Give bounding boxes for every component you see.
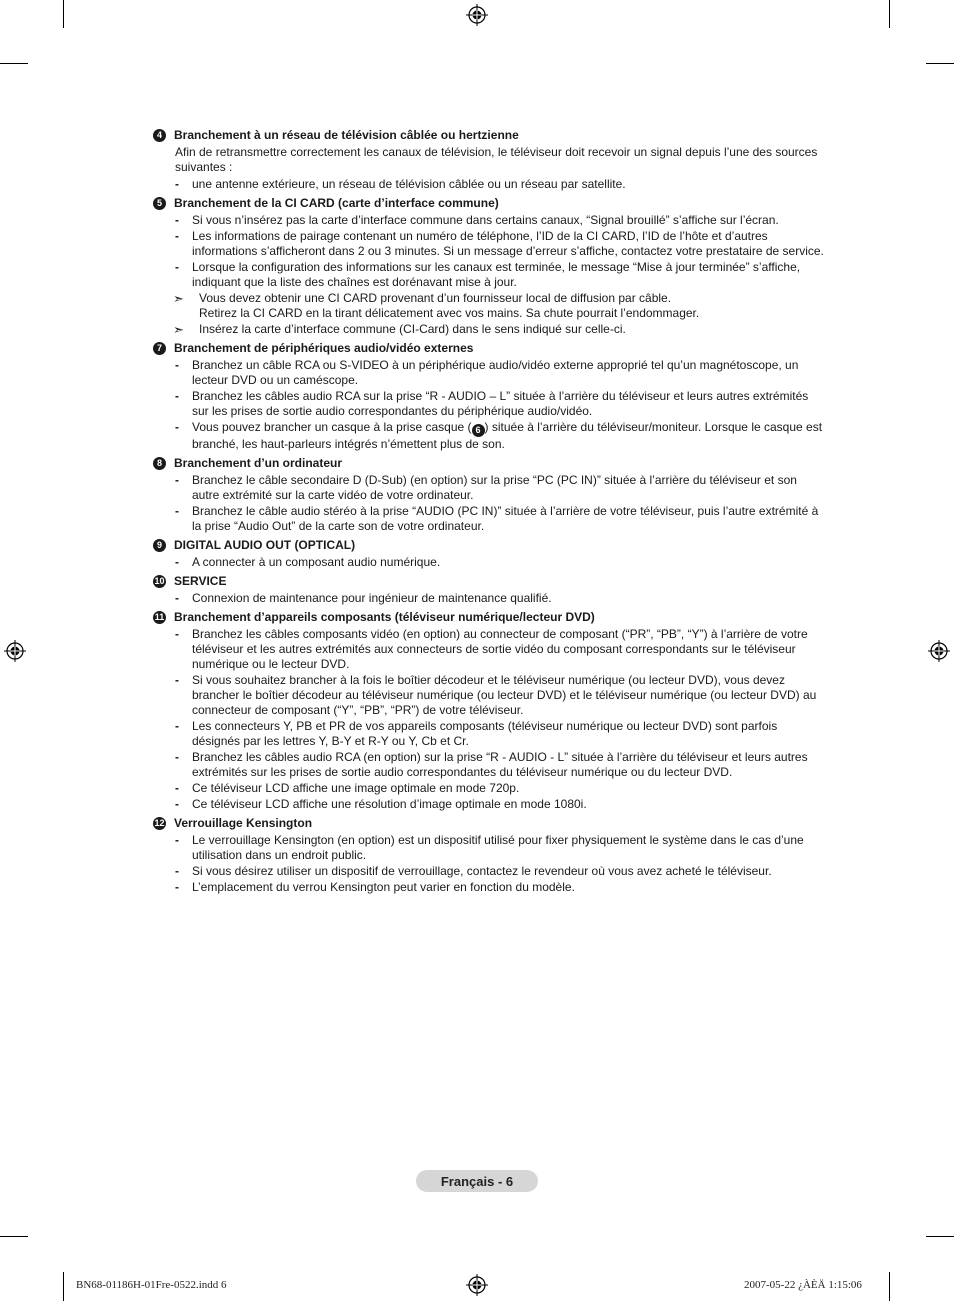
section-number-badge: 10 — [154, 576, 165, 586]
list-item — [175, 420, 825, 452]
headphone-text-before: Vous pouvez brancher un casque à la prise casque ( — [192, 420, 472, 434]
section-number-badge: 5 — [153, 197, 166, 210]
section-number-badge: 12 — [154, 818, 165, 828]
list-item-text: Ce téléviseur LCD affiche une image optimale en mode 720p. — [192, 781, 520, 795]
list-item — [175, 864, 825, 879]
list-item-text: Connexion de maintenance pour ingénieur de maintenance qualifié. — [192, 591, 552, 605]
list-item — [175, 358, 825, 388]
note-text: Insérez la carte d’interface commune (CI-Card) dans le sens indiqué sur celle-ci. — [199, 322, 626, 336]
dash-marker: - — [175, 177, 179, 191]
dash-marker: - — [175, 833, 179, 847]
section-title: Branchement de la CI CARD (carte d’interface commune) — [174, 196, 499, 210]
list-item-text: Branchez les câbles audio RCA sur la prise “R - AUDIO – L” située à l’arrière du téléviseur et leurs autres extrémités sur les prises de sortie audio correspondantes du périphérique audio/vidéo. — [192, 389, 809, 418]
list-item-text: Le verrouillage Kensington (en option) est un dispositif utilisé pour fixer physiquement le système dans le cas d’une utilisation dans un endroit public. — [192, 833, 804, 862]
section-heading — [153, 196, 825, 211]
section-heading — [153, 574, 825, 589]
list-item — [175, 504, 825, 534]
list-item-text: Branchez les câbles composants vidéo (en option) au connecteur de composant (“PR”, “PB”, “Y”) à l’arrière de votre téléviseur et les autres extrémités aux connecteurs de sortie vidéo du composant correspondants sur le téléviseur numérique ou le lecteur DVD. — [192, 627, 808, 671]
list-item — [175, 177, 825, 192]
section-external-av — [153, 341, 825, 452]
list-item — [175, 797, 825, 812]
dash-marker: - — [175, 719, 179, 733]
section-title: Branchement d’un ordinateur — [174, 456, 343, 470]
dash-marker: - — [175, 229, 179, 243]
file-slug: BN68-01186H-01Fre-0522.indd 6 — [76, 1279, 227, 1291]
dash-marker: - — [175, 213, 179, 227]
list-item — [175, 260, 825, 290]
dash-marker: - — [175, 864, 179, 878]
list-item — [175, 555, 825, 570]
section-digital-audio-out — [153, 538, 825, 570]
section-title: Branchement d’appareils composants (téléviseur numérique/lecteur DVD) — [174, 610, 595, 624]
section-number-badge: 8 — [153, 457, 166, 470]
section-kensington-lock — [153, 816, 825, 895]
list-item — [175, 719, 825, 749]
list-item-text: une antenne extérieure, un réseau de télévision câblée ou un réseau par satellite. — [192, 177, 626, 191]
list-item — [175, 389, 825, 419]
section-computer — [153, 456, 825, 534]
list-item-text: A connecter à un composant audio numérique. — [192, 555, 441, 569]
crop-mark — [63, 0, 64, 28]
crop-mark — [63, 1272, 64, 1301]
note-item — [173, 322, 825, 337]
dash-marker: - — [175, 797, 179, 811]
crop-mark — [926, 63, 954, 64]
list-item-text: Branchez un câble RCA ou S-VIDEO à un périphérique audio/vidéo externe approprié tel qu’un magnétoscope, un lecteur DVD ou un caméscope. — [192, 358, 799, 387]
section-cable-antenna — [153, 128, 825, 192]
section-heading — [153, 341, 825, 356]
list-item-text: Branchez les câbles audio RCA (en option) sur la prise “R - AUDIO - L” située à l’arrière du téléviseur et leurs autres extrémités sur les prises de sortie audio correspondantes du téléviseur numérique ou du lecteur DVD. — [192, 750, 808, 779]
crop-mark — [0, 1236, 28, 1237]
dash-marker: - — [175, 260, 179, 274]
section-title: DIGITAL AUDIO OUT (OPTICAL) — [174, 538, 356, 552]
note-item — [173, 291, 825, 321]
list-item — [175, 473, 825, 503]
section-number-badge: 9 — [153, 539, 166, 552]
list-item — [175, 627, 825, 672]
manual-content — [153, 128, 825, 899]
list-item — [175, 750, 825, 780]
list-item-text: Ce téléviseur LCD affiche une résolution d’image optimale en mode 1080i. — [192, 797, 587, 811]
headphone-text-after: ) située à l’arrière du téléviseur/moniteur. Lorsque le casque est branché, les haut-parleurs intégrés n’émettent plus de son. — [192, 420, 823, 451]
list-item — [175, 673, 825, 718]
arrow-note-icon: ➣ — [173, 291, 184, 306]
list-item-text: Lorsque la configuration des informations sur les canaux est terminée, le message “Mise à jour terminée” s’affiche, indiquant que la liste des chaînes est dorénavant mise à jour. — [192, 260, 801, 289]
dash-marker: - — [175, 420, 179, 434]
section-number-badge: 4 — [153, 129, 166, 142]
section-intro: Afin de retransmettre correctement les canaux de télévision, le téléviseur doit recevoir un signal depuis l’une des sources suivantes : — [175, 145, 818, 174]
dash-marker: - — [175, 591, 179, 605]
list-item — [175, 880, 825, 895]
list-item-text: Branchez le câble audio stéréo à la prise “AUDIO (PC IN)” située à l’arrière de votre téléviseur, puis l’autre extrémité à la prise “Audio Out” de la carte son de votre ordinateur. — [192, 504, 819, 533]
list-item-text: Les connecteurs Y, PB et PR de vos appareils composants (téléviseur numérique ou lecteur DVD) sont parfois désignés par les lettres Y, B-Y et R-Y ou Y, Cb et Cr. — [192, 719, 778, 748]
list-item — [175, 229, 825, 259]
page-number-label: Français - 6 — [416, 1170, 538, 1192]
list-item — [175, 833, 825, 863]
section-service — [153, 574, 825, 606]
registration-target-icon — [4, 640, 26, 662]
section-component-devices — [153, 610, 825, 812]
registration-target-icon — [466, 1274, 488, 1296]
section-number-badge: 11 — [154, 612, 165, 622]
crop-mark — [0, 63, 28, 64]
dash-marker: - — [175, 504, 179, 518]
section-heading — [153, 456, 825, 471]
dash-marker: - — [175, 673, 179, 687]
section-number-badge: 7 — [153, 342, 166, 355]
list-item-text — [192, 420, 825, 452]
dash-marker: - — [175, 781, 179, 795]
timestamp-slug: 2007-05-22 ¿ÀÈÄ 1:15:06 — [744, 1279, 862, 1291]
section-title: Branchement de périphériques audio/vidéo externes — [174, 341, 474, 355]
note-line: Retirez la CI CARD en la tirant délicatement avec vos mains. Sa chute pourrait l’endommager. — [199, 306, 700, 320]
list-item-text: Si vous désirez utiliser un dispositif de verrouillage, contactez le revendeur où vous avez acheté le téléviseur. — [192, 864, 772, 878]
section-ci-card — [153, 196, 825, 337]
crop-mark — [889, 1272, 890, 1301]
section-heading — [153, 538, 825, 553]
section-title: Verrouillage Kensington — [174, 816, 313, 830]
section-heading — [153, 610, 825, 625]
crop-mark — [889, 0, 890, 28]
dash-marker: - — [175, 627, 179, 641]
note-line: Vous devez obtenir une CI CARD provenant d’un fournisseur local de diffusion par câble. — [199, 291, 672, 305]
section-heading — [153, 128, 825, 143]
dash-marker: - — [175, 750, 179, 764]
dash-marker: - — [175, 358, 179, 372]
list-item — [175, 781, 825, 796]
dash-marker: - — [175, 880, 179, 894]
dash-marker: - — [175, 555, 179, 569]
list-item — [175, 213, 825, 228]
list-item-text: Branchez le câble secondaire D (D-Sub) (en option) sur la prise “PC (PC IN)” située à l’arrière du téléviseur et son autre extrémité sur la carte vidéo de votre ordinateur. — [192, 473, 797, 502]
list-item — [175, 591, 825, 606]
dash-marker: - — [175, 473, 179, 487]
registration-target-icon — [928, 640, 950, 662]
arrow-note-icon: ➣ — [173, 322, 184, 337]
list-item-text: L’emplacement du verrou Kensington peut varier en fonction du modèle. — [192, 880, 575, 894]
section-title: SERVICE — [174, 574, 227, 588]
note-text — [199, 291, 699, 321]
dash-marker: - — [175, 389, 179, 403]
list-item-text: Si vous souhaitez brancher à la fois le boîtier décodeur et le téléviseur numérique (ou lecteur DVD), vous devez brancher le boîtier décodeur au téléviseur numérique (ou lecteur DVD) et le téléviseur numérique (ou lecteur DVD) au connecteur de composant (“Y”, “PB”, “PR”) de votre téléviseur. — [192, 673, 817, 717]
section-heading — [153, 816, 825, 831]
list-item-text: Les informations de pairage contenant un numéro de téléphone, l’ID de la CI CARD, l’ID de l’hôte et d’autres informations s’afficheront dans 2 ou 3 minutes. Si un message d’erreur s’affiche, contactez votre prestataire de service. — [192, 229, 824, 258]
section-title: Branchement à un réseau de télévision câblée ou hertzienne — [174, 128, 519, 142]
list-item-text: Si vous n’insérez pas la carte d’interface commune dans certains canaux, “Signal brouillé” s’affiche sur l’écran. — [192, 213, 779, 227]
registration-target-icon — [466, 4, 488, 26]
headphone-jack-badge: 6 — [472, 424, 485, 437]
crop-mark — [926, 1236, 954, 1237]
